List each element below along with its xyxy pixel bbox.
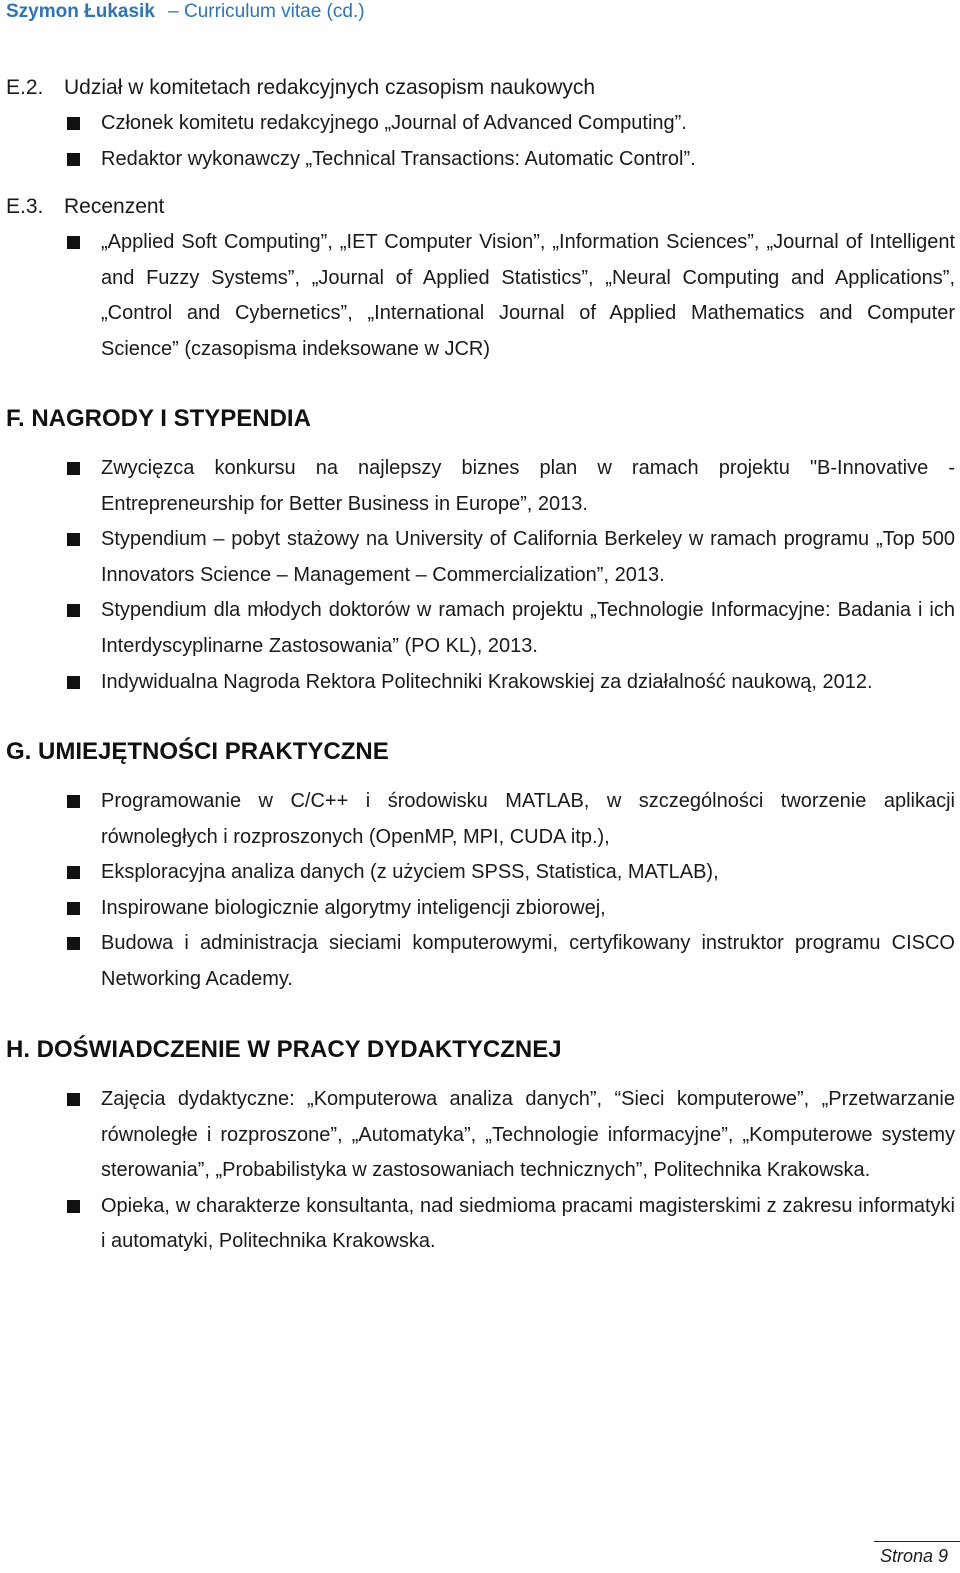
square-bullet-icon [67, 462, 80, 475]
section-g-list [0, 784, 955, 998]
author-name: Szymon Łukasik [6, 1, 155, 22]
list-item: Członek komitetu redakcyjnego „Journal of Advanced Computing”. [0, 106, 955, 142]
document-subtitle: – Curriculum vitae (cd.) [168, 1, 365, 22]
page-number: Strona 9 [880, 1546, 949, 1566]
section-h-list [0, 1082, 955, 1260]
square-bullet-icon [67, 937, 80, 950]
square-bullet-icon [67, 902, 80, 915]
list-item: Opieka, w charakterze konsultanta, nad siedmioma pracami magisterskimi z zakresu informatyki i automatyki, Politechnika Krakowska. [0, 1189, 955, 1260]
section-h-heading: H. DOŚWIADCZENIE W PRACY DYDAKTYCZNEJ [6, 1036, 562, 1063]
section-g-heading: G. UMIEJĘTNOŚCI PRAKTYCZNE [6, 738, 389, 765]
section-f-list [0, 451, 955, 700]
footer-divider [874, 1541, 960, 1542]
list-item: Programowanie w C/C++ i środowisku MATLAB, w szczególności tworzenie aplikacji równoległych i rozproszonych (OpenMP, MPI, CUDA itp.), [0, 784, 955, 855]
list-item: Zwycięzca konkursu na najlepszy biznes plan w ramach projektu "B-Innovative - Entrepreneurship for Better Business in Europe”, 2013. [0, 451, 955, 522]
subsection-e3-list [0, 225, 955, 367]
square-bullet-icon [67, 1200, 80, 1213]
square-bullet-icon [67, 866, 80, 879]
square-bullet-icon [67, 795, 80, 808]
list-item: „Applied Soft Computing”, „IET Computer Vision”, „Information Sciences”, „Journal of Intelligent and Fuzzy Systems”, „Journal of Applied Statistics”, „Neural Computing and Applications”, „Control and Cybernetics”, „International Journal of Applied Mathematics and Computer Science” (czasopisma indeksowane w JCR) [0, 225, 955, 367]
subsection-number: E.3. [6, 195, 44, 218]
list-item: Inspirowane biologicznie algorytmy inteligencji zbiorowej, [0, 891, 955, 927]
square-bullet-icon [67, 604, 80, 617]
list-item: Zajęcia dydaktyczne: „Komputerowa analiza danych”, “Sieci komputerowe”, „Przetwarzanie równoległe i rozproszone”, „Automatyka”, „Technologie informacyjne”, „Komputerowe systemy sterowania”, „Probabilistyka w zastosowaniach technicznych”, Politechnika Krakowska. [0, 1082, 955, 1189]
section-f-heading: F. NAGRODY I STYPENDIA [6, 405, 311, 432]
list-item: Stypendium – pobyt stażowy na University of California Berkeley w ramach programu „Top 500 Innovators Science – Management – Commercialization”, 2013. [0, 522, 955, 593]
square-bullet-icon [67, 117, 80, 130]
list-item: Stypendium dla młodych doktorów w ramach projektu „Technologie Informacyjne: Badania i ich Interdyscyplinarne Zastosowania” (PO KL), 2013. [0, 593, 955, 664]
square-bullet-icon [67, 236, 80, 249]
document-header [6, 0, 365, 24]
subsection-e2-list [0, 106, 955, 177]
list-item: Eksploracyjna analiza danych (z użyciem SPSS, Statistica, MATLAB), [0, 855, 955, 891]
subsection-title: Udział w komitetach redakcyjnych czasopism naukowych [64, 76, 596, 99]
subsection-title: Recenzent [64, 195, 165, 218]
square-bullet-icon [67, 676, 80, 689]
list-item: Redaktor wykonawczy „Technical Transactions: Automatic Control”. [0, 142, 955, 178]
subsection-e3-heading [6, 189, 956, 225]
subsection-e2-heading [6, 70, 956, 106]
list-item: Budowa i administracja sieciami komputerowymi, certyfikowany instruktor programu CISCO Networking Academy. [0, 926, 955, 997]
square-bullet-icon [67, 153, 80, 166]
square-bullet-icon [67, 1093, 80, 1106]
square-bullet-icon [67, 533, 80, 546]
list-item: Indywidualna Nagroda Rektora Politechniki Krakowskiej za działalność naukową, 2012. [0, 665, 955, 701]
subsection-number: E.2. [6, 76, 44, 99]
